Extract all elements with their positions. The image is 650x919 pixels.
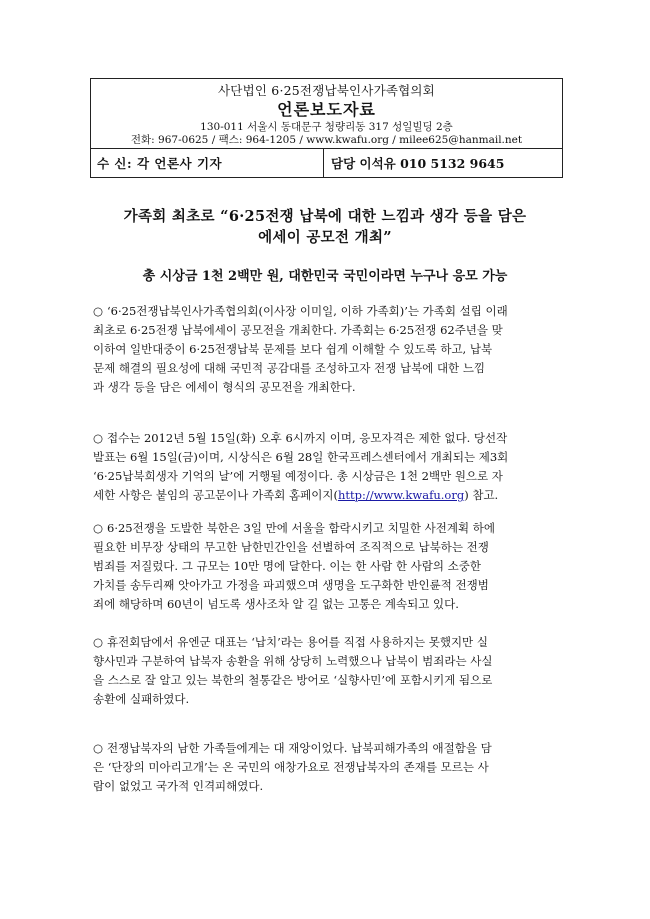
headline-line-1: 가족회 최초로 “6·25전쟁 납북에 대한 느낌과 생각 등을 담은	[123, 208, 527, 225]
paragraph-1	[93, 302, 563, 397]
contact-person-line: 담당 이석유 010 5132 9645	[331, 156, 505, 171]
paragraph-line: 송환에 실패하였다.	[93, 692, 190, 706]
paragraph-5	[93, 739, 563, 796]
paragraph-line: ‘6·25납북희생자 기억의 날’에 거행될 예정이다. 총 시상금은 1천 2백만 원으로 자	[93, 469, 503, 483]
press-release-header	[90, 78, 563, 178]
paragraph-line: 이하여 일반대중이 6·25전쟁납북 문제를 보다 쉽게 이해할 수 있도록 하고, 납북	[93, 342, 493, 356]
paragraph-line: 을 스스로 잘 알고 있는 북한의 철통같은 방어로 ‘실향사민’에 포함시키게 됨으로	[93, 673, 493, 687]
paragraph-line: ○ 6·25전쟁을 도발한 북한은 3일 만에 서울을 함락시키고 치밀한 사전계획 하에	[93, 519, 563, 538]
header-divider	[91, 148, 562, 149]
bullet-circle-icon: ○	[93, 431, 104, 445]
document-title: 언론보도자료	[277, 100, 376, 119]
paragraph-line: 과 생각 등을 담은 에세이 형식의 공모전을 개최한다.	[93, 380, 356, 394]
paragraph-line: 가치를 송두리째 앗아가고 가정을 파괴했으며 생명을 도구화한 반인륜적 전쟁범	[93, 578, 489, 592]
paragraph-3	[93, 519, 563, 614]
paragraph-line: 람이 없었고 국가적 인격피해였다.	[93, 779, 264, 793]
paragraph-line: 최초로 6·25전쟁 납북에세이 공모전을 개최한다. 가족회는 6·25전쟁 62주년을 맞	[93, 323, 503, 337]
organization-contact: 전화: 967-0625 / 팩스: 964-1205 / www.kwafu.org / milee625@hanmail.net	[130, 134, 523, 146]
paragraph-line: 범죄를 저질렀다. 그 규모는 10만 명에 달한다. 이는 한 사람 한 사람의 소중한	[93, 559, 481, 573]
paragraph-line: 문제 해결의 필요성에 대해 국민적 공감대를 조성하고자 전쟁 납북에 대한 느낌	[93, 361, 486, 375]
bullet-circle-icon: ○	[93, 741, 104, 755]
paragraph-line: 발표는 6월 15일(금)이며, 시상식은 6월 28일 한국프레스센터에서 개최되는 제3회	[93, 450, 509, 464]
subheadline: 총 시상금 1천 2백만 원, 대한민국 국민이라면 누구나 응모 가능	[142, 269, 508, 284]
organization-address: 130-011 서울시 동대문구 청량리동 317 성일빌딩 2층	[200, 121, 453, 133]
organization-name: 사단법인 6·25전쟁납북인사가족협의회	[218, 83, 435, 98]
paragraph-line: 필요한 비무장 상태의 무고한 남한민간인을 선별하여 조직적으로 납북하는 전쟁	[93, 540, 489, 554]
paragraph-line: 세한 사항은 붙임의 공고문이나 가족회 홈페이지(http://www.kwafu.org) 참고.	[93, 488, 499, 502]
paragraph-line: ○ 전쟁납북자의 남한 가족들에게는 대 재앙이었다. 납북피해가족의 애절함을 담	[93, 739, 563, 758]
bullet-circle-icon: ○	[93, 635, 104, 649]
paragraph-line: 죄에 해당하며 60년이 넘도록 생사조차 알 길 없는 고통은 계속되고 있다.	[93, 597, 459, 611]
header-vertical-divider	[323, 149, 324, 177]
paragraph-line: 은 ‘단장의 미아리고개’는 온 국민의 애창가요로 전쟁납북자의 존재를 모르는 사	[93, 760, 489, 774]
bullet-circle-icon: ○	[93, 521, 104, 535]
recipient-line: 수 신: 각 언론사 기자	[97, 156, 223, 171]
headline-line-2: 에세이 공모전 개최”	[258, 229, 392, 246]
bullet-circle-icon: ○	[93, 304, 104, 318]
paragraph-line: ○ 접수는 2012년 5월 15일(화) 오후 6시까지 이며, 응모자격은 제한 없다. 당선작	[93, 429, 563, 448]
paragraph-4	[93, 633, 563, 709]
paragraph-line: ○ ‘6·25전쟁납북인사가족협의회(이사장 이미일, 이하 가족회)’는 가족회 설립 이래	[93, 302, 563, 321]
homepage-link[interactable]: http://www.kwafu.org	[337, 488, 465, 502]
paragraph-2	[93, 429, 563, 505]
paragraph-line: 향사민과 구분하여 납북자 송환을 위해 상당히 노력했으나 납북이 범죄라는 사실	[93, 654, 493, 668]
paragraph-line: ○ 휴전회담에서 유엔군 대표는 ‘납치’라는 용어를 직접 사용하지는 못했지만 실	[93, 633, 563, 652]
